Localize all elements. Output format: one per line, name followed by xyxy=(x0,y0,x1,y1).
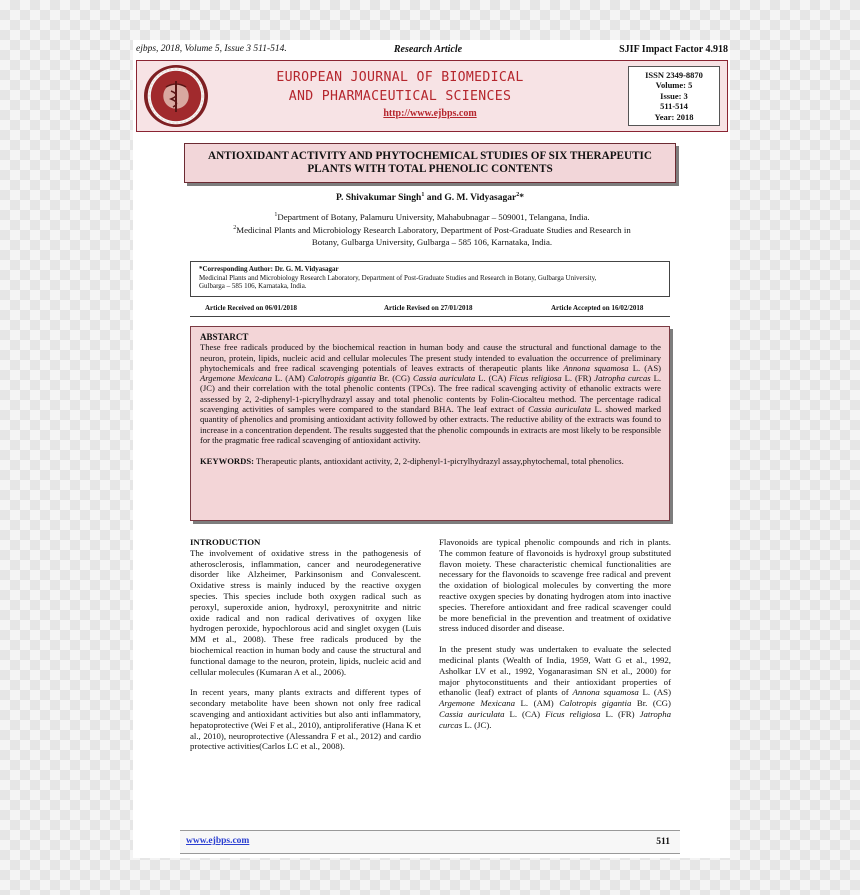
affiliations xyxy=(198,210,666,248)
affiliation-1-text: Department of Botany, Palamuru University, Mahabubnagar – 509001, Telangana, India. xyxy=(277,211,590,222)
journal-name-line1: EUROPEAN JOURNAL OF BIOMEDICAL xyxy=(276,70,524,85)
date-revised: Article Revised on 27/01/2018 xyxy=(384,304,473,312)
page-number: 511 xyxy=(656,837,670,847)
impact-factor-label: SJIF Impact Factor 4.918 xyxy=(588,44,728,60)
intro-paragraph-1: The involvement of oxidative stress in the pathogenesis of atherosclerosis, inflammation, cancer and neurodegenerative disorder like Alzheimer, Parkinsonism and Convalescent. Oxidative stress is mainly induced by the reactive oxygen species. This species include both oxygen radical such as peroxyl, superoxide anion, hydroxyl, peroxynitrite and nitric oxide radical and non radical derivatives of oxygen like hydrogen peroxide, hypochlorous acid and singlet oxygen (Luis MM et al., 2008). These free radicals produced by the biochemical reaction in human body and cause the structural and functional damage to the neuron, protein, lipids, nucleic acid and cellular molecules (Kumaran A et al., 2006). xyxy=(190,547,421,677)
footer-url-link[interactable]: www.ejbps.com xyxy=(186,836,250,846)
corresponding-author-box xyxy=(190,261,670,297)
right-column xyxy=(439,537,671,741)
citation-line: ejbps, 2018, Volume 5, Issue 3 511-514. xyxy=(136,44,341,60)
date-received: Article Received on 06/01/2018 xyxy=(205,304,297,312)
keywords-label: KEYWORDS: xyxy=(200,456,254,467)
abstract-text: These free radicals produced by the biochemical reaction in human body and cause the structural and functional damage to the neuron, protein, lipids, nucleic acid and cellular molecules The present study intended to evaluation the occurrence of preliminary phytochemicals and free radical scavenging potentials of leaves extracts of therapeutic plants like Annona squamosa L. (AS) Argemone Mexicana L. (AM) Calotropis gigantia Br. (CG) Cassia auriculata L. (CA) Ficus religiosa L. (FR) Jatropha curcas L. (JC) and their correlation with the total phenolic contents (TPCs). The free radical scavenging activity of ethanolic extracts were assessed by 2, 2‑diphenyl‑1‑picrylhydrazyl assay and total phenolic contents by Folin‑Ciocalteu method. The percentage radical scavenging activities of samples were compared to the standard BHA. The leaf extract of Cassia auriculata L. showed marked quantity of phenolics and promising antioxidant activity followed by other extracts. The reductive ability of the extracts was found to increase in a concentration dependent. The results suggested that the phenolic compounds in extracts are most likely to be responsible for the pragmatic free radical scavenging of antioxidant activity. xyxy=(200,342,662,445)
author-2: G. M. Vidyasagar xyxy=(444,193,517,204)
article-title-line2: PLANTS WITH TOTAL PHENOLIC CONTENTS xyxy=(307,163,553,175)
affiliation-2-line2: Botany, Gulbarga University, Gulbarga – 585 106, Karnataka, India. xyxy=(311,236,553,247)
issn-year: Year: 2018 xyxy=(654,111,694,122)
section-heading-introduction: INTRODUCTION xyxy=(190,537,261,547)
journal-url-link[interactable]: http://www.ejbps.com xyxy=(383,108,477,119)
article-title xyxy=(184,143,676,183)
article-type-label: Research Article xyxy=(372,44,484,60)
issn-issue: Issue: 3 xyxy=(660,90,688,101)
affiliation-2-sup: 2 xyxy=(233,225,237,232)
journal-seal-logo xyxy=(144,65,208,127)
abstract-box xyxy=(190,326,670,521)
affiliation-2-line1: Medicinal Plants and Microbiology Research Laboratory, Department of Post-Graduate Studies and Research in xyxy=(236,225,631,236)
author-conjunction: and xyxy=(424,193,445,204)
caduceus-icon xyxy=(144,65,208,127)
keywords-list: Therapeutic plants, antioxidant activity, 2, 2‑diphenyl‑1‑picrylhydrazyl assay,phytochemal, total phenolics. xyxy=(253,456,624,467)
affiliation-1-sup: 1 xyxy=(274,212,278,218)
author-1-affil: 1 xyxy=(421,192,425,198)
page-footer xyxy=(180,830,680,854)
affiliation-1 xyxy=(198,210,666,223)
author-2-affil: 2 xyxy=(516,192,520,198)
right-paragraph-2: In the present study was undertaken to evaluate the selected medicinal plants (Wealth of India, 1959, Watt G et al., 1992, Asholkar LV et al., 1992, Yoganarasiman SN et al., 2000) for major phytoconstituents and their antioxidant properties of ethanolic (leaf) extract of plants of Annona squamosa L. (AS) Argemone Mexicana L. (AM) Calotropis gigantia Br. (CG) Cassia auriculata L. (CA) Ficus religiosa L. (FR) Jatropha curcas L. (JC). xyxy=(439,644,672,730)
right-paragraph-1: Flavonoids are typical phenolic compounds and rich in plants. The common feature of flavonoids is hydroxyl group substituted flavon moiety. These characteristic chemical functionalities are necessary for the flavonoids to scavenge free radical and prevent the oxidation of biological molecules by converting the more reactive oxygen species by donating hydrogen atom into inactive species. Therefore antioxidant and free radical scavenger could be more beneficial in the prevention and treatment of oxidative stress induced disorder and disease. xyxy=(439,537,671,634)
keywords xyxy=(200,456,661,466)
issn-number: ISSN 2349-8870 xyxy=(645,70,703,80)
divider-rule xyxy=(190,316,670,317)
intro-paragraph-2: In recent years, many plants extracts and different types of secondary metabolite have been shown not only free radical scavenging and antioxidant activities but also anti inflammatory, hepatoprotective (Wei F et al., 2010), antiproliferative (Hana K et al., 2010), neuroprotective (Alessandra F et al., 2012) and cardio protective activities(Carlos LC et al., 2008). xyxy=(190,687,421,752)
issn-pages: 511-514 xyxy=(660,101,688,112)
issn-box xyxy=(628,66,720,126)
affiliation-2 xyxy=(198,223,666,236)
left-column xyxy=(190,537,421,762)
issn-volume: Volume: 5 xyxy=(655,80,693,91)
corresponding-author-label: *Corresponding Author: Dr. G. M. Vidyasagar xyxy=(199,265,339,273)
corresponding-star: * xyxy=(519,193,524,204)
abstract-heading: ABSTARCT xyxy=(200,332,249,342)
corresponding-address-line2: Gulbarga – 585 106, Karnataka, India. xyxy=(199,282,307,291)
author-1: P. Shivakumar Singh xyxy=(336,193,422,204)
author-line xyxy=(190,192,670,203)
article-title-line1: ANTIOXIDANT ACTIVITY AND PHYTOCHEMICAL STUDIES OF SIX THERAPEUTIC xyxy=(208,150,652,162)
journal-name-line2: AND PHARMACEUTICAL SCIENCES xyxy=(288,89,512,104)
corresponding-address-line1: Medicinal Plants and Microbiology Research Laboratory, Department of Post-Graduate Studies and Research in Botany, Gulbarga University, xyxy=(199,273,597,282)
journal-name xyxy=(230,68,570,106)
date-accepted: Article Accepted on 16/02/2018 xyxy=(551,304,644,312)
